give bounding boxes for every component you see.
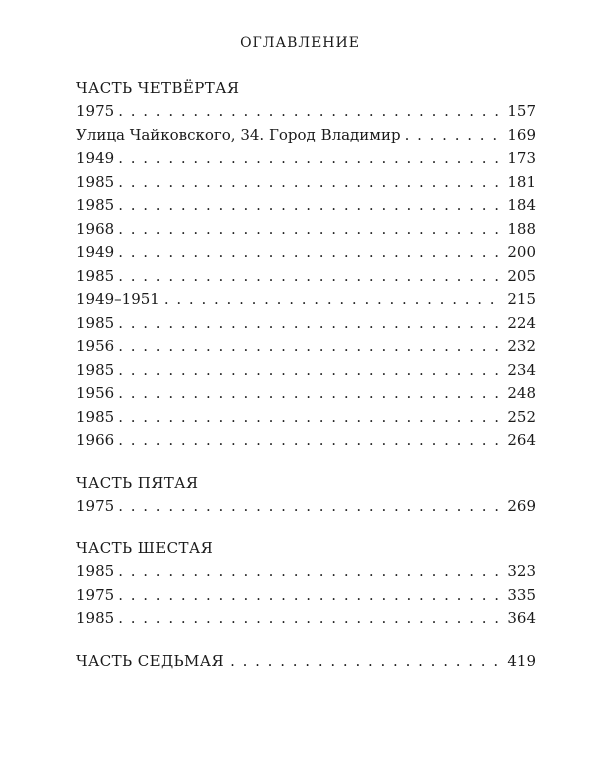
leader-dots: [118, 406, 503, 430]
entry-label: 1975: [76, 496, 115, 515]
toc-heading: ОГЛАВЛЕНИЕ: [240, 35, 360, 51]
entry-page-number: 248: [507, 384, 536, 402]
entry-label: 1985: [76, 196, 115, 214]
entry-label: 1968: [76, 219, 115, 238]
toc-list: [76, 76, 536, 673]
entry-label: 1985: [76, 313, 115, 332]
entry-page-number: 169: [507, 125, 536, 144]
entry-page-number: 188: [507, 219, 536, 238]
leader-dots: [118, 560, 503, 584]
toc-part: [76, 536, 536, 631]
leader-dots: [118, 429, 503, 453]
toc-entry[interactable]: [76, 382, 536, 406]
entry-label: 1985: [76, 266, 115, 285]
leader-dots: [118, 607, 503, 631]
entry-label: 1949: [76, 149, 115, 167]
entry-label: 1975: [76, 102, 115, 120]
toc-entry[interactable]: [76, 241, 536, 265]
toc-entry[interactable]: [76, 194, 536, 218]
leader-dots: [118, 359, 503, 383]
entry-label: 1985: [76, 172, 115, 191]
entry-label: 1956: [76, 337, 115, 355]
leader-dots: [118, 218, 503, 242]
toc-entry[interactable]: [76, 265, 536, 289]
leader-dots: [118, 584, 503, 608]
final-part-page: 419: [507, 651, 536, 670]
entry-label: 1975: [76, 585, 115, 604]
entry-page-number: 335: [507, 585, 536, 604]
entry-label: 1985: [76, 562, 115, 580]
toc-entry[interactable]: [76, 406, 536, 430]
entry-label: 1985: [76, 609, 115, 627]
toc-entry[interactable]: [76, 359, 536, 383]
entry-label: 1956: [76, 384, 115, 402]
leader-dots: [118, 335, 503, 359]
entry-page-number: 181: [507, 172, 536, 191]
leader-dots: [118, 100, 503, 124]
leader-dots: [230, 649, 503, 673]
entry-page-number: 269: [507, 496, 536, 515]
part-title: ЧАСТЬ ЧЕТВЁРТАЯ: [76, 79, 240, 97]
toc-final-part[interactable]: [76, 649, 536, 673]
part-title: ЧАСТЬ ШЕСТАЯ: [76, 539, 214, 557]
entry-page-number: 157: [507, 102, 536, 120]
entry-page-number: 323: [507, 562, 536, 580]
toc-entry[interactable]: [76, 171, 536, 195]
entry-label: 1949: [76, 243, 115, 261]
leader-dots: [164, 288, 504, 312]
toc-part: [76, 471, 536, 519]
toc-entry[interactable]: [76, 584, 536, 608]
toc-entry[interactable]: [76, 495, 536, 519]
parts-container: [76, 76, 536, 631]
toc-entry[interactable]: [76, 429, 536, 453]
entry-page-number: 205: [507, 266, 536, 285]
leader-dots: [118, 265, 503, 289]
entry-page-number: 234: [507, 360, 536, 379]
toc-part: [76, 76, 536, 453]
entry-page-number: 232: [507, 337, 536, 355]
leader-dots: [118, 312, 503, 336]
entry-label: Улица Чайковского, 34. Город Владимир: [76, 125, 401, 144]
entry-page-number: 264: [507, 431, 536, 449]
leader-dots: [118, 171, 503, 195]
entry-page-number: 364: [507, 609, 536, 627]
toc-entry[interactable]: [76, 560, 536, 584]
entry-label: 1949–1951: [76, 290, 160, 308]
toc-entry[interactable]: [76, 218, 536, 242]
toc-entry[interactable]: [76, 100, 536, 124]
leader-dots: [118, 194, 503, 218]
entry-page-number: 200: [507, 243, 536, 261]
entry-label: 1985: [76, 360, 115, 379]
entry-label: 1966: [76, 431, 115, 449]
leader-dots: [405, 124, 504, 148]
toc-entry[interactable]: [76, 288, 536, 312]
toc-entry[interactable]: [76, 124, 536, 148]
toc-entry[interactable]: [76, 147, 536, 171]
toc-entry[interactable]: [76, 607, 536, 631]
entry-page-number: 215: [507, 290, 536, 308]
leader-dots: [118, 147, 503, 171]
entry-page-number: 224: [507, 313, 536, 332]
leader-dots: [118, 495, 503, 519]
leader-dots: [118, 241, 503, 265]
final-part-title: ЧАСТЬ СЕДЬМАЯ: [76, 651, 225, 670]
toc-entry[interactable]: [76, 335, 536, 359]
entry-page-number: 173: [507, 149, 536, 167]
entry-page-number: 252: [507, 407, 536, 426]
leader-dots: [118, 382, 503, 406]
entry-label: 1985: [76, 407, 115, 426]
part-title: ЧАСТЬ ПЯТАЯ: [76, 473, 199, 492]
entry-page-number: 184: [507, 196, 536, 214]
toc-entry[interactable]: [76, 312, 536, 336]
